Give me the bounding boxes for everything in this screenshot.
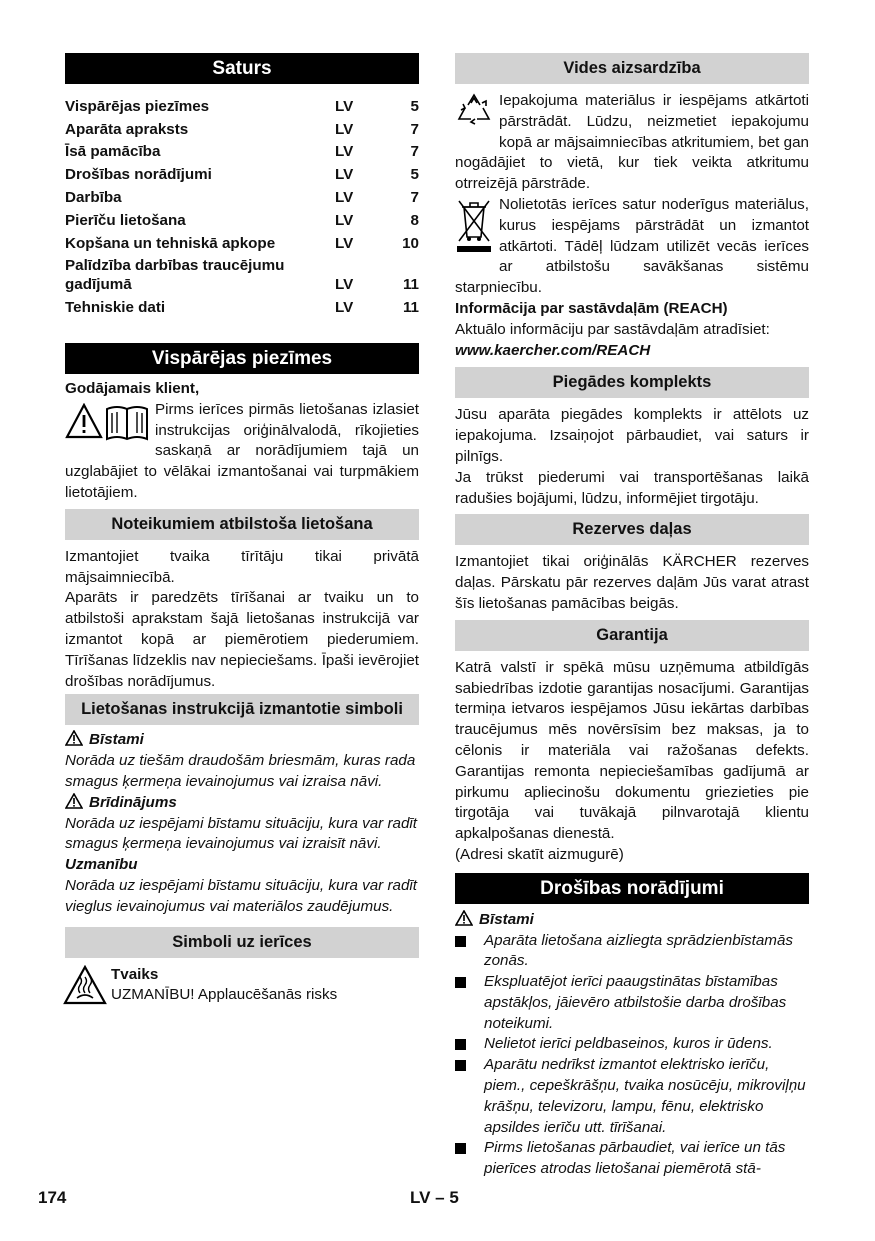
toc-row[interactable] <box>65 209 419 232</box>
general-heading: Vispārējas piezīmes <box>65 343 419 374</box>
hot-steam-icon <box>63 965 107 1010</box>
right-column <box>455 53 809 1180</box>
toc-title: Kopšana un tehniskā apkope <box>65 234 276 252</box>
list-item: Aparātu nedrīkst izmantot elektrisko ierīču, piem., cepeškrāšņu, tvaika nosūcēju, mikroviļņu krāšņu, televizoru, lampu, fēnu, elektrisko apsildes ierīču utt. tīrīšanai. <box>455 1055 809 1138</box>
greeting: Godājamais klient, <box>65 380 200 398</box>
delivery-p2: Ja trūkst piederumi vai transportēšanas laikā radušies bojājumi, lūdzu, informējiet tirgotāju. <box>455 468 809 507</box>
toc-page: 11 <box>402 276 419 294</box>
warranty-heading: Garantija <box>455 620 809 651</box>
spare-parts-text: Izmantojiet tikai oriģinālās KÄRCHER rezerves daļas. Pārskatu pār rezerves daļām Jūs varat atrast šīs lietošanas pamācības beigās. <box>455 553 809 612</box>
list-item: Ekspluatējot ierīci paaugstinātas bīstamības apstākļos, jāievēro atbilstošie darba drošības noteikumi. <box>455 972 809 1034</box>
recycling-block <box>455 91 809 195</box>
warning-triangle-icon <box>455 910 473 926</box>
disposal-block <box>455 195 809 299</box>
safety-list <box>455 931 809 1181</box>
list-item: Nelietot ierīci peldbaseinos, kuros ir ūdens. <box>455 1034 809 1055</box>
intended-use-p1: Izmantojiet tvaika tīrītāju tikai privātā mājsaimniecībā. <box>65 547 419 586</box>
warning-triangle-icon <box>65 793 83 809</box>
reach-title: Informācija par sastāvdaļām (REACH) <box>455 299 728 317</box>
list-item: Aparāta lietošana aizliegta sprādzienbīstamās zonās. <box>455 931 809 973</box>
toc-title: Aparāta apraksts <box>65 120 189 138</box>
toc-title: Vispārējas piezīmes <box>65 97 210 115</box>
toc-lang: LV <box>335 166 354 184</box>
intended-use-p2: Aparāts ir paredzēts tīrīšanai ar tvaiku un to atbilstoši aprakstam šajā lietošanas instrukcijā var izmantot kopā ar piemērotiem piederumiem. Tīrīšanas līdzeklis nav nepieciešams. Īpaši ievērojiet drošības norādījumus. <box>65 589 419 690</box>
general-notes <box>65 400 419 504</box>
toc-page: 8 <box>410 211 419 229</box>
read-manual-icon <box>65 403 149 446</box>
toc-row[interactable] <box>65 163 419 186</box>
warning-title: Brīdinājums <box>89 793 177 811</box>
toc-page: 5 <box>410 97 419 115</box>
toc-title: Tehniskie dati <box>65 299 166 317</box>
toc-page: 7 <box>410 143 419 161</box>
toc-page: 7 <box>410 189 419 207</box>
device-symbols-heading: Simboli uz ierīces <box>65 927 419 958</box>
safety-danger-title: Bīstami <box>479 910 534 928</box>
toc-lang: LV <box>335 143 354 161</box>
safety-danger-label <box>455 910 809 931</box>
warning-label <box>65 793 419 814</box>
toc-row[interactable] <box>65 186 419 209</box>
toc-row[interactable] <box>65 118 419 141</box>
toc-lang: LV <box>335 234 354 252</box>
warning-text: Norāda uz iespējami bīstamu situāciju, kura var radīt smagus ķermeņa ievainojumus vai izraisīt nāvi. <box>65 814 417 853</box>
toc-row[interactable] <box>65 95 419 118</box>
reach-link[interactable]: www.kaercher.com/REACH <box>455 341 651 359</box>
recycling-text: Iepakojuma materiālus ir iespējams atkārtoti pārstrādāt. Lūdzu, neizmetiet iepakojumu kopā ar mājsaimniecības atkritumiem, bet gan nogādājiet to vietā, kur tiek veikta atkritumu otrreizējā pārstrāde. <box>455 92 809 193</box>
danger-title: Bīstami <box>89 731 144 749</box>
toc-title: Darbība <box>65 189 122 207</box>
toc-page: 7 <box>410 120 419 138</box>
caution-title: Uzmanību <box>65 856 138 874</box>
disposal-text: Nolietotās ierīces satur noderīgus materiālus, kurus iespējams pārstrādāt un izmantot atkārtoti. Tādēļ lūdzam utilizēt vecās ierīces ar atbilstošu savākšanas sistēmu starpniecību. <box>455 195 809 297</box>
toc-lang: LV <box>335 299 354 317</box>
toc-title: Pierīču lietošana <box>65 211 186 229</box>
toc-heading: Saturs <box>65 53 419 84</box>
delivery-heading: Piegādes komplekts <box>455 367 809 398</box>
spare-parts-heading: Rezerves daļas <box>455 514 809 545</box>
toc-page: 11 <box>402 299 419 317</box>
danger-text: Norāda uz tiešām draudošām briesmām, kuras rada smagus ķermeņa ievainojumus vai izraisa nāvi. <box>65 752 416 790</box>
list-item: Pirms lietošanas pārbaudiet, vai ierīce un tās pierīces atrodas lietošanai piemērotā stā- <box>455 1138 809 1180</box>
toc-lang: LV <box>335 120 354 138</box>
recycling-icon <box>455 91 493 134</box>
toc-page: 5 <box>410 166 419 184</box>
steam-title: Tvaiks <box>111 965 159 983</box>
general-text: Pirms ierīces pirmās lietošanas izlasiet instrukcijas oriģinālvalodā, rīkojieties saskaņā ar norādījumiem tajā un uzglabājiet to vēlākai izmantošanai vai turpmākiem lietotājiem. <box>65 400 419 502</box>
intended-use-heading: Noteikumiem atbilstoša lietošana <box>65 509 419 540</box>
toc-row[interactable] <box>65 254 419 296</box>
safety-heading: Drošības norādījumi <box>455 873 809 904</box>
warranty-note: (Adresi skatīt aizmugurē) <box>455 845 624 863</box>
reach-text: Aktuālo informāciju par sastāvdaļām atradīsiet: <box>455 320 770 338</box>
table-of-contents <box>65 95 419 319</box>
toc-row[interactable] <box>65 141 419 164</box>
toc-row[interactable] <box>65 232 419 255</box>
symbols-heading: Lietošanas instrukcijā izmantotie simboli <box>65 694 419 725</box>
environment-heading: Vides aizsardzība <box>455 53 809 84</box>
delivery-p1: Jūsu aparāta piegādes komplekts ir attēlots uz iepakojuma. Izsaiņojot pārbaudiet, vai saturs ir pilnīgs. <box>455 406 809 465</box>
toc-lang: LV <box>335 97 354 115</box>
left-column <box>65 53 419 1010</box>
warning-triangle-icon <box>65 730 83 746</box>
section-page-label: LV – 5 <box>410 1188 459 1207</box>
toc-page: 10 <box>402 234 419 252</box>
toc-title: Īsā pamācība <box>65 143 161 161</box>
danger-label <box>65 730 419 751</box>
toc-title: Palīdzība darbības traucējumu gadījumā <box>65 257 285 294</box>
warranty-text: Katrā valstī ir spēkā mūsu uzņēmuma atbildīgās sabiedrības izdotie garantijas nosacījumi. Garantijas termiņa ietvaros iespējamos Jūsu iekārtas darbības traucējumus mēs novērsīsim bez maksas, ja to cēlonis ir materiāla vai ražošanas defekts. Garantijas remonta nepieciešamības gadījumā ar pirkumu apliecinošu dokumentu griezieties pie tirgotāja vai tuvākajā pilnvarotajā klientu apkalpošanas dienestā. <box>455 658 809 843</box>
caution-text: Norāda uz iespējami bīstamu situāciju, kura var radīt vieglus ievainojumus vai materiālos zaudējumus. <box>65 876 417 915</box>
toc-lang: LV <box>335 189 354 207</box>
crossed-bin-icon <box>455 197 493 258</box>
toc-row[interactable] <box>65 296 419 319</box>
page-number: 174 <box>38 1188 67 1207</box>
steam-symbol-block <box>65 965 419 1007</box>
toc-title: Drošības norādījumi <box>65 166 212 184</box>
toc-lang: LV <box>335 211 354 229</box>
toc-lang: LV <box>335 276 354 294</box>
steam-text: UZMANĪBU! Applaucēšanās risks <box>111 986 338 1004</box>
